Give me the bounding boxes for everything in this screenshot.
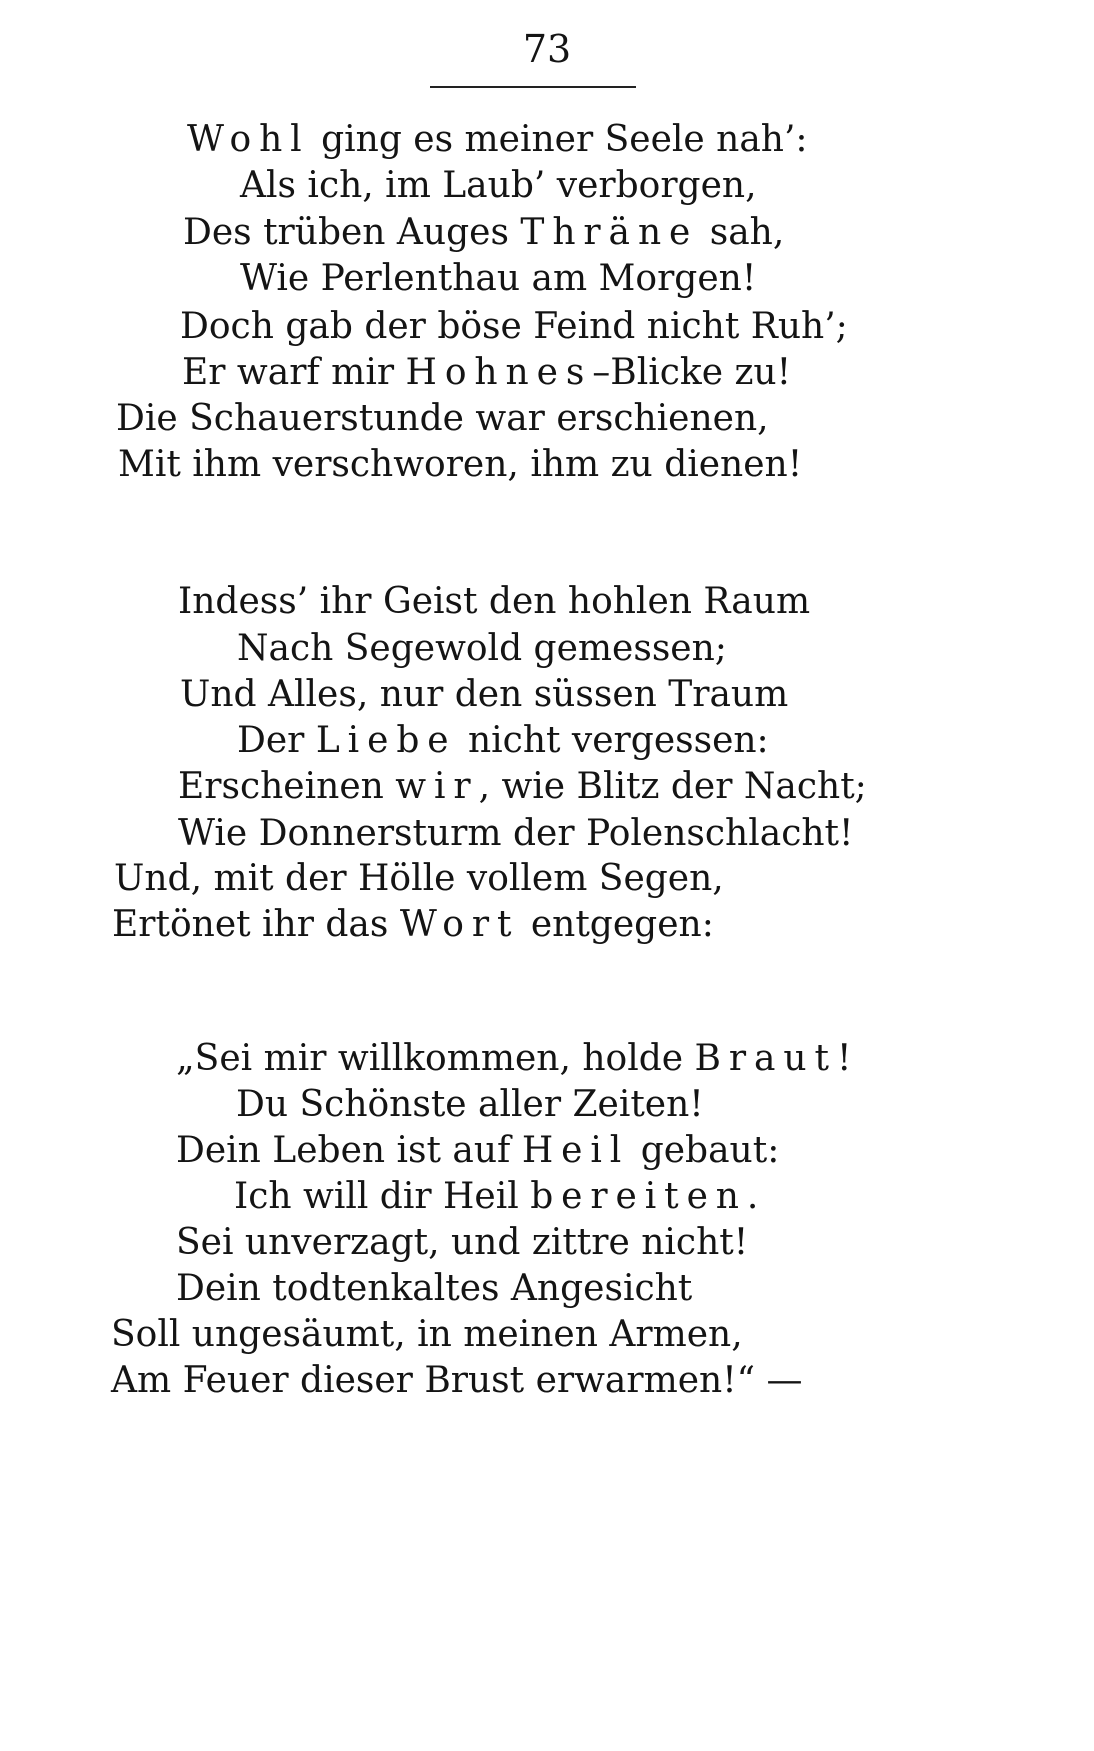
verse-line [176, 1129, 779, 1173]
verse-text: entgegen: [519, 904, 714, 945]
verse-text: Als ich, im Laub’ verborgen, [240, 165, 757, 206]
spaced-emphasis: wir [395, 766, 479, 807]
verse-text: Wie Donnersturm der Polenschlacht! [178, 813, 854, 854]
spaced-emphasis: Braut [694, 1038, 837, 1079]
verse-text: Nach Segewold gemessen; [237, 628, 727, 669]
verse-line [240, 257, 756, 301]
verse-text: ging es meiner Seele nah’: [309, 119, 808, 160]
verse-text: Doch gab der böse Feind nicht Ruh’; [180, 306, 848, 347]
spaced-emphasis: Wort [399, 904, 520, 945]
verse-line [237, 627, 727, 671]
verse-line [112, 903, 714, 947]
verse-text: , wie Blitz der Nacht; [478, 766, 867, 807]
spaced-emphasis: Thräne [520, 212, 699, 253]
verse-text: ! [836, 1038, 852, 1079]
spaced-emphasis: Heil [521, 1130, 630, 1171]
verse-text: Ich will dir Heil [234, 1176, 531, 1217]
verse-text: Am Feuer dieser Brust erwarmen!“ — [111, 1360, 803, 1401]
verse-line [116, 397, 769, 441]
verse-line [237, 719, 769, 763]
spaced-emphasis: Liebe [315, 720, 457, 761]
verse-text: Ertönet ihr das [112, 904, 400, 945]
verse-text: Dein todtenkaltes Angesicht [176, 1268, 693, 1309]
verse-line [180, 673, 788, 717]
verse-text: nicht vergessen: [456, 720, 769, 761]
verse-line [180, 305, 848, 349]
spaced-emphasis: Hohnes [405, 352, 593, 393]
verse-line [234, 1175, 758, 1219]
verse-text: Die Schauerstunde war erschienen, [116, 398, 769, 439]
verse-line [187, 118, 808, 162]
verse-line [111, 1359, 803, 1403]
verse-line [118, 443, 802, 487]
verse-text: Und Alles, nur den süssen Traum [180, 674, 789, 715]
verse-text: Mit ihm verschworen, ihm zu dienen! [118, 444, 803, 485]
verse-text: gebaut: [629, 1130, 780, 1171]
verse-text: Du Schönste aller Zeiten! [236, 1084, 704, 1125]
spaced-emphasis: Wohl [187, 119, 310, 160]
verse-text: sah, [698, 212, 785, 253]
spaced-emphasis: bereiten [530, 1176, 747, 1217]
verse-line [182, 351, 791, 395]
verse-text: Dein Leben ist auf [176, 1130, 522, 1171]
verse-text: Er warf mir [182, 352, 406, 393]
verse-line [111, 1313, 743, 1357]
verse-text: . [746, 1176, 759, 1217]
verse-line [178, 580, 810, 624]
verse-text: Soll ungesäumt, in meinen Armen, [111, 1314, 743, 1355]
verse-line [176, 1221, 748, 1265]
verse-text: –Blicke zu! [592, 352, 792, 393]
verse-text: Des trüben Auges [183, 212, 521, 253]
verse-line [178, 765, 867, 809]
verse-line [183, 211, 784, 255]
verse-text: Wie Perlenthau am Morgen! [240, 258, 757, 299]
verse-line [176, 1037, 851, 1081]
page-number: 73 [522, 27, 572, 71]
verse-text: Indess’ ihr Geist den hohlen Raum [178, 581, 811, 622]
verse-text: Und, mit der Hölle vollem Segen, [114, 858, 724, 899]
verse-line [114, 857, 724, 901]
verse-line [236, 1083, 704, 1127]
verse-text: Erscheinen [178, 766, 396, 807]
verse-text: Sei unverzagt, und zittre nicht! [176, 1222, 749, 1263]
verse-line [240, 164, 757, 208]
verse-text: „Sei mir willkommen, holde [176, 1038, 695, 1079]
verse-line [176, 1267, 692, 1311]
verse-text: Der [237, 720, 316, 761]
verse-line [178, 812, 854, 856]
header-rule [430, 86, 636, 88]
